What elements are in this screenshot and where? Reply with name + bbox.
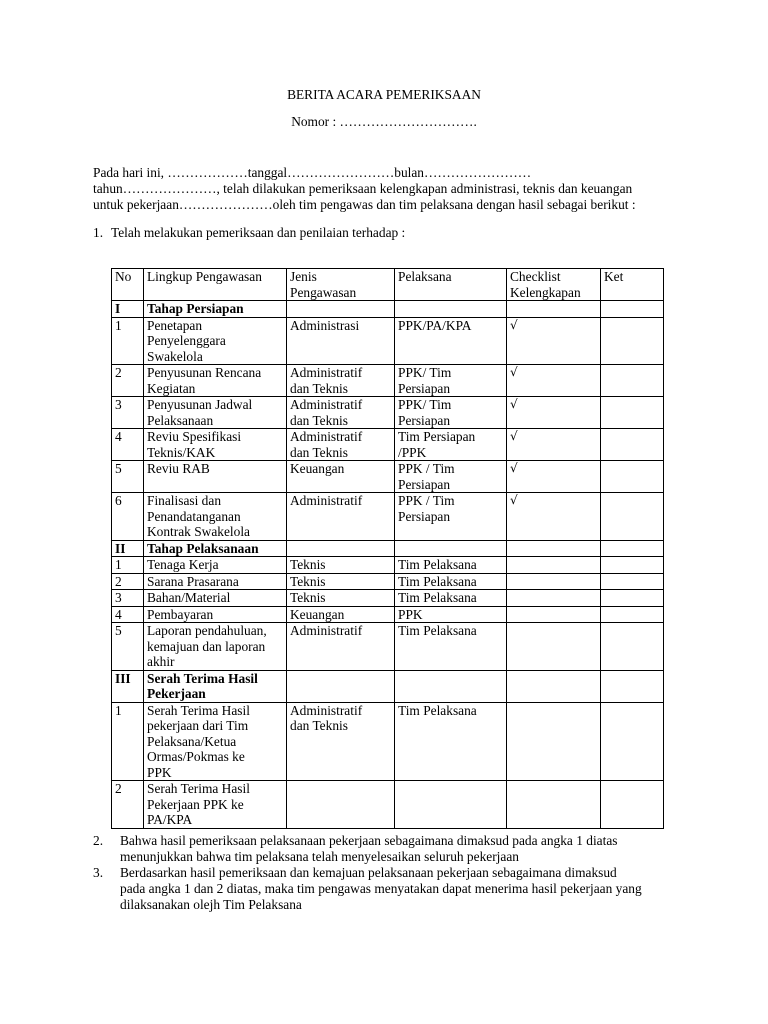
- cell-checklist: √: [507, 397, 601, 429]
- cell-ket: [601, 397, 664, 429]
- table-row: [112, 557, 664, 574]
- section-empty-cell: [287, 301, 395, 318]
- cell-no: 4: [112, 429, 144, 461]
- point-text: Telah melakukan pemeriksaan dan penilaian terhadap :: [111, 225, 406, 240]
- cell-ket: [601, 590, 664, 607]
- cell-no: 1: [112, 557, 144, 574]
- table-body: [112, 301, 664, 829]
- cell-ket: [601, 573, 664, 590]
- cell-pelaksana: PPK/ Tim Persiapan: [395, 397, 507, 429]
- cell-ket: [601, 493, 664, 541]
- cell-pelaksana: Tim Pelaksana: [395, 573, 507, 590]
- point-line: Berdasarkan hasil pemeriksaan dan kemajuan pelaksanaan pekerjaan sebagaimana dimaksud: [120, 865, 617, 880]
- section-empty-cell: [395, 540, 507, 557]
- cell-no: 5: [112, 623, 144, 671]
- section-empty-cell: [507, 670, 601, 702]
- cell-jenis: Administratif: [287, 623, 395, 671]
- point-number: 1.: [93, 225, 104, 240]
- cell-ket: [601, 365, 664, 397]
- table-row: [112, 397, 664, 429]
- cell-ket: [601, 702, 664, 781]
- closing-point: [93, 833, 693, 865]
- cell-checklist: [507, 590, 601, 607]
- cell-ket: [601, 606, 664, 623]
- cell-pelaksana: PPK / Tim Persiapan: [395, 461, 507, 493]
- table-row: [112, 573, 664, 590]
- cell-checklist: √: [507, 365, 601, 397]
- cell-no: 1: [112, 317, 144, 365]
- cell-jenis: Administratif dan Teknis: [287, 702, 395, 781]
- cell-jenis: Administrasi: [287, 317, 395, 365]
- section-empty-cell: [601, 301, 664, 318]
- cell-lingkup: Bahan/Material: [144, 590, 287, 607]
- cell-checklist: [507, 606, 601, 623]
- section-empty-cell: [601, 540, 664, 557]
- section-row: [112, 540, 664, 557]
- cell-checklist: [507, 702, 601, 781]
- section-empty-cell: [287, 670, 395, 702]
- header-ket: Ket: [601, 269, 664, 301]
- cell-lingkup: Serah Terima Hasil pekerjaan dari Tim Pelaksana/Ketua Ormas/Pokmas ke PPK: [144, 702, 287, 781]
- table-row: [112, 493, 664, 541]
- cell-no: 2: [112, 781, 144, 829]
- cell-checklist: [507, 623, 601, 671]
- cell-pelaksana: PPK/ Tim Persiapan: [395, 365, 507, 397]
- intro-line: tahun…………………, telah dilakukan pemeriksaan kelengkapan administrasi, teknis dan keuangan: [93, 181, 633, 196]
- header-pelaksana: Pelaksana: [395, 269, 507, 301]
- section-empty-cell: [601, 670, 664, 702]
- cell-jenis: Administratif dan Teknis: [287, 365, 395, 397]
- table-row: [112, 461, 664, 493]
- cell-pelaksana: Tim Pelaksana: [395, 702, 507, 781]
- cell-lingkup: Laporan pendahuluan, kemajuan dan laporan akhir: [144, 623, 287, 671]
- cell-no: 4: [112, 606, 144, 623]
- header-no: No: [112, 269, 144, 301]
- cell-no: 5: [112, 461, 144, 493]
- section-number: II: [112, 540, 144, 557]
- table-row: [112, 590, 664, 607]
- cell-lingkup: Sarana Prasarana: [144, 573, 287, 590]
- cell-pelaksana: Tim Pelaksana: [395, 590, 507, 607]
- point-line: pada angka 1 dan 2 diatas, maka tim pengawas menyatakan dapat menerima hasil pekerjaan yang: [120, 881, 642, 896]
- intro-line: Pada hari ini, ………………tanggal……………………bulan……………………: [93, 165, 532, 180]
- cell-no: 2: [112, 573, 144, 590]
- section-empty-cell: [507, 540, 601, 557]
- cell-checklist: [507, 557, 601, 574]
- intro-line: untuk pekerjaan…………………oleh tim pengawas dan tim pelaksana dengan hasil sebagai berikut :: [93, 197, 636, 212]
- cell-jenis: Teknis: [287, 573, 395, 590]
- section-empty-cell: [287, 540, 395, 557]
- point-number: 2.: [93, 833, 104, 848]
- section-row: [112, 301, 664, 318]
- cell-ket: [601, 317, 664, 365]
- cell-checklist: [507, 781, 601, 829]
- closing-points: [93, 833, 693, 913]
- cell-ket: [601, 623, 664, 671]
- cell-pelaksana: Tim Pelaksana: [395, 557, 507, 574]
- cell-lingkup: Tenaga Kerja: [144, 557, 287, 574]
- cell-jenis: Teknis: [287, 590, 395, 607]
- document-number: Nomor : ………………………….: [291, 114, 477, 129]
- table-header-row: [112, 269, 664, 301]
- header-jenis: Jenis Pengawasan: [287, 269, 395, 301]
- point-line: menunjukkan bahwa tim pelaksana telah menyelesaikan seluruh pekerjaan: [120, 849, 519, 864]
- cell-jenis: Administratif: [287, 493, 395, 541]
- cell-checklist: √: [507, 429, 601, 461]
- section-number: I: [112, 301, 144, 318]
- section-number: III: [112, 670, 144, 702]
- cell-jenis: [287, 781, 395, 829]
- intro-paragraph: [93, 165, 693, 213]
- cell-ket: [601, 557, 664, 574]
- table-row: [112, 365, 664, 397]
- cell-lingkup: Serah Terima Hasil Pekerjaan PPK ke PA/KPA: [144, 781, 287, 829]
- cell-pelaksana: PPK: [395, 606, 507, 623]
- cell-jenis: Administratif dan Teknis: [287, 397, 395, 429]
- table-row: [112, 317, 664, 365]
- section-empty-cell: [507, 301, 601, 318]
- cell-ket: [601, 429, 664, 461]
- cell-lingkup: Reviu RAB: [144, 461, 287, 493]
- section-row: [112, 670, 664, 702]
- section-empty-cell: [395, 301, 507, 318]
- cell-no: 6: [112, 493, 144, 541]
- point-1: [93, 225, 405, 241]
- cell-lingkup: Penetapan Penyelenggara Swakelola: [144, 317, 287, 365]
- table-row: [112, 623, 664, 671]
- cell-checklist: √: [507, 461, 601, 493]
- cell-lingkup: Pembayaran: [144, 606, 287, 623]
- closing-point: [93, 865, 693, 913]
- point-line: dilaksanakan olejh Tim Pelaksana: [120, 897, 302, 912]
- table-row: [112, 429, 664, 461]
- table-row: [112, 781, 664, 829]
- table-row: [112, 702, 664, 781]
- cell-no: 3: [112, 590, 144, 607]
- cell-jenis: Administratif dan Teknis: [287, 429, 395, 461]
- inspection-table: [111, 268, 664, 829]
- cell-pelaksana: [395, 781, 507, 829]
- header-checklist: Checklist Kelengkapan: [507, 269, 601, 301]
- point-number: 3.: [93, 865, 104, 880]
- table-row: [112, 606, 664, 623]
- cell-no: 3: [112, 397, 144, 429]
- document-title: BERITA ACARA PEMERIKSAAN: [287, 87, 481, 102]
- cell-jenis: Keuangan: [287, 606, 395, 623]
- cell-pelaksana: PPK/PA/KPA: [395, 317, 507, 365]
- cell-jenis: Keuangan: [287, 461, 395, 493]
- section-empty-cell: [395, 670, 507, 702]
- cell-pelaksana: Tim Persiapan /PPK: [395, 429, 507, 461]
- section-label: Tahap Pelaksanaan: [144, 540, 287, 557]
- cell-lingkup: Finalisasi dan Penandatanganan Kontrak Swakelola: [144, 493, 287, 541]
- cell-jenis: Teknis: [287, 557, 395, 574]
- header-lingkup: Lingkup Pengawasan: [144, 269, 287, 301]
- section-label: Serah Terima Hasil Pekerjaan: [144, 670, 287, 702]
- point-line: Bahwa hasil pemeriksaan pelaksanaan pekerjaan sebagaimana dimaksud pada angka 1 diatas: [120, 833, 618, 848]
- cell-lingkup: Penyusunan Jadwal Pelaksanaan: [144, 397, 287, 429]
- section-label: Tahap Persiapan: [144, 301, 287, 318]
- cell-lingkup: Penyusunan Rencana Kegiatan: [144, 365, 287, 397]
- cell-ket: [601, 781, 664, 829]
- cell-no: 1: [112, 702, 144, 781]
- cell-checklist: √: [507, 493, 601, 541]
- cell-no: 2: [112, 365, 144, 397]
- cell-pelaksana: Tim Pelaksana: [395, 623, 507, 671]
- cell-checklist: [507, 573, 601, 590]
- cell-ket: [601, 461, 664, 493]
- cell-lingkup: Reviu Spesifikasi Teknis/KAK: [144, 429, 287, 461]
- cell-pelaksana: PPK / Tim Persiapan: [395, 493, 507, 541]
- cell-checklist: √: [507, 317, 601, 365]
